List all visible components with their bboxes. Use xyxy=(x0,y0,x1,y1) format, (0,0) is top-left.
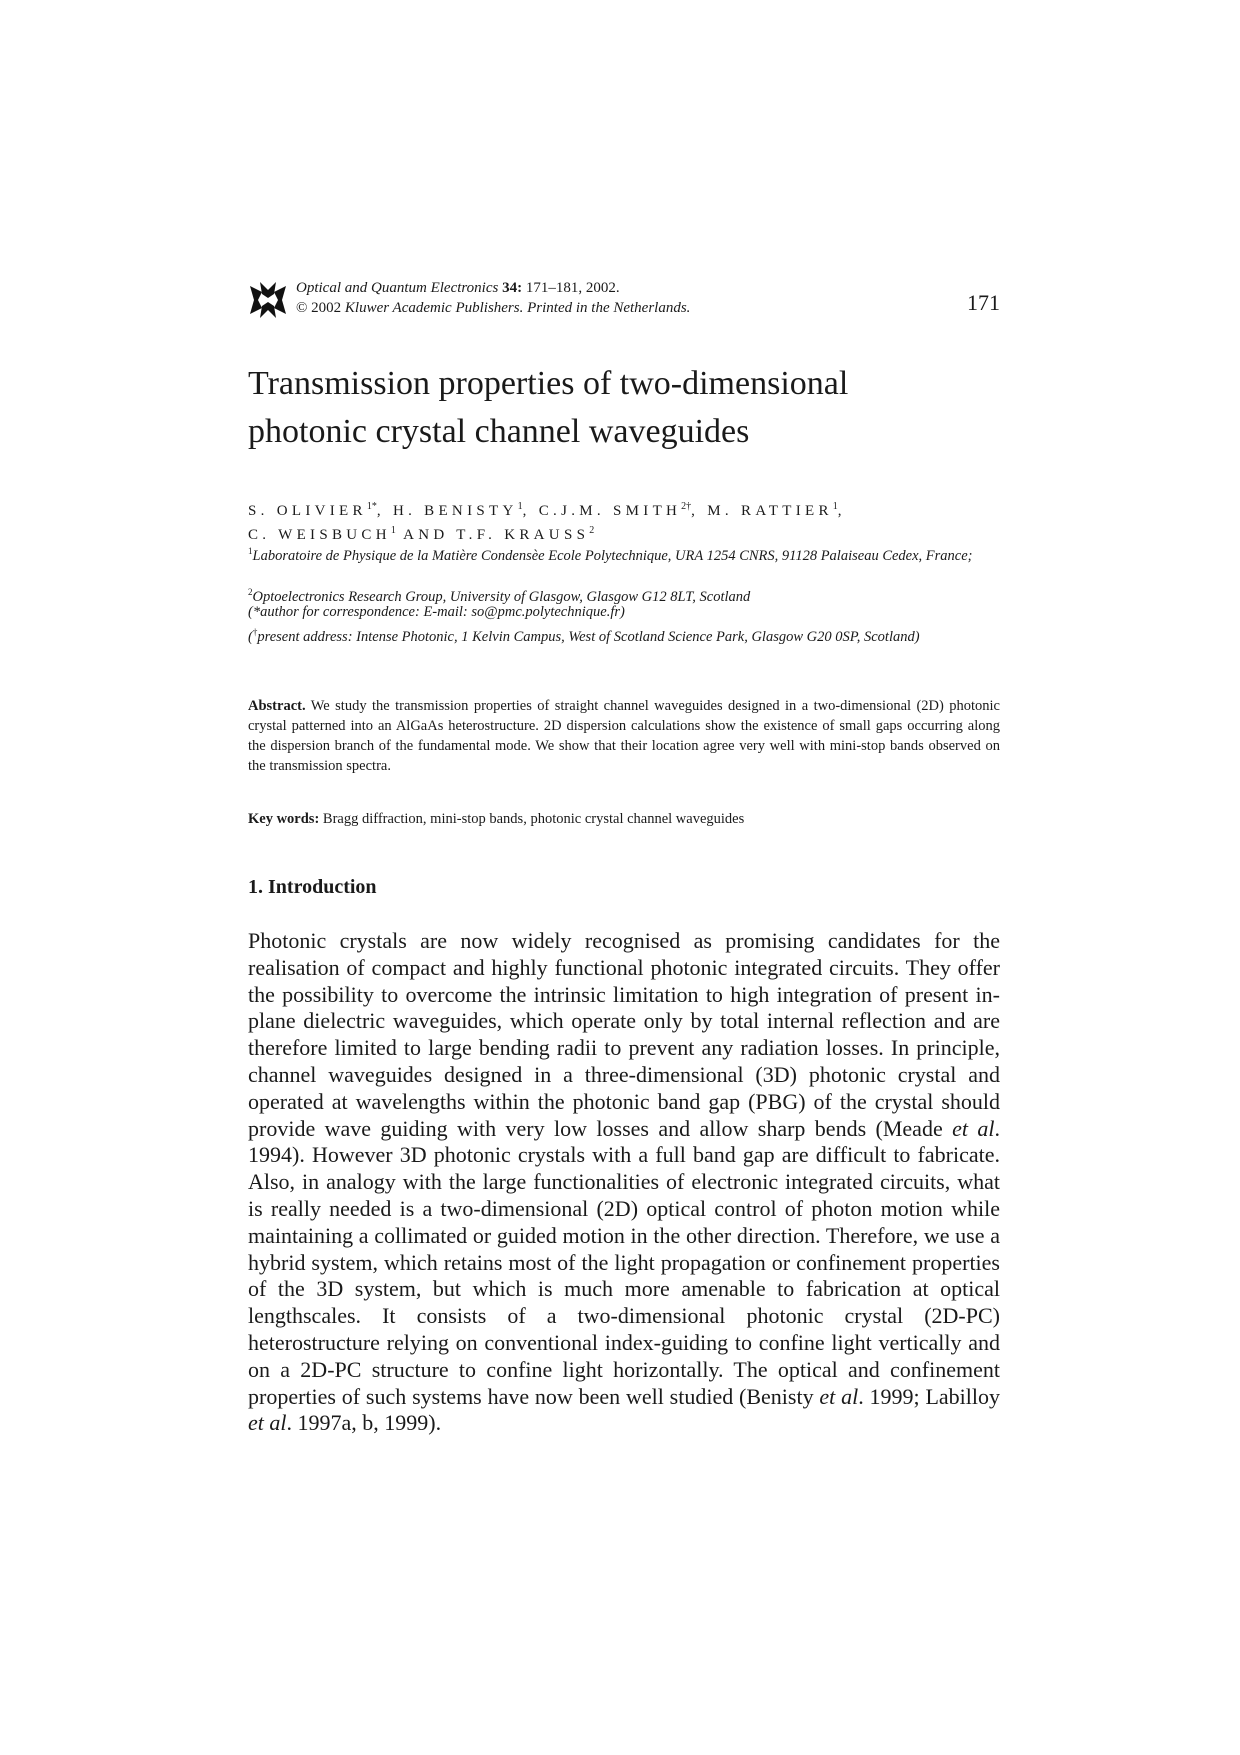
copyright-symbol: © xyxy=(296,300,308,316)
title-line-2: photonic crystal channel waveguides xyxy=(248,413,750,450)
author-name: C. WEISBUCH xyxy=(248,527,391,543)
abstract xyxy=(248,696,1000,776)
author-name: H. BENISTY xyxy=(392,503,518,519)
abstract-text: We study the transmission properties of straight channel waveguides designed in a two-dimensional (2D) photonic crystal patterned into an AlGaAs heterostructure. 2D dispersion calculations show the existence of small gaps occurring along the dispersion branch of the fundamental mode. We show that their location agree very well with mini-stop bands observed on the transmission spectra. xyxy=(248,698,1000,774)
publisher-logo-icon xyxy=(248,280,288,320)
keywords-text: Bragg diffraction, mini-stop bands, photonic crystal channel waveguides xyxy=(322,811,745,827)
author-list: S. $OLIVIER^{1*}$, H. BENISTY$^1$, C.J.M. $SMITH^{2\dagger}$, M. RATTIER$^1$, C. WEISBUCH$^1$ AND T.F. KRAUSS$^2$ xyxy=(248,501,846,543)
journal-name: Optical and Quantum Electronics xyxy=(296,280,499,296)
keywords xyxy=(248,809,1000,829)
keywords-label: Key words: xyxy=(248,811,320,827)
journal-volume: 34: xyxy=(502,280,523,296)
journal-pages-year: 171–181, 2002. xyxy=(525,280,620,296)
affiliation-2: $^2$Optoelectronics Research Group, University of Glasgow, Glasgow G12 8LT, Scotland xyxy=(248,587,751,605)
present-address-note: (†present address: Intense Photonic, 1 Kelvin Campus, West of Scotland Science Park, Glasgow G20 0SP, Scotland) xyxy=(248,627,920,645)
journal-citation xyxy=(296,278,620,298)
copyright-year: 2002 xyxy=(311,300,342,316)
author-conjunction: AND xyxy=(403,527,449,543)
title-line-1: Transmission properties of two-dimensional xyxy=(248,365,849,402)
correspondence-note: (*author for correspondence: E-mail: so@pmc.polytechnique.fr) xyxy=(248,604,625,620)
author-name: M. RATTIER xyxy=(707,503,833,519)
author-name: C.J.M. SMITH xyxy=(538,503,682,519)
journal-header xyxy=(248,278,1000,322)
abstract-label: Abstract. xyxy=(248,698,306,714)
introduction-paragraph: Photonic crystals are now widely recognised as promising candidates for the realisation of compact and highly functional photonic integrated circuits. They offer the possibility to overcome the intrinsic limitation to high integration of present in-plane dielectric waveguides, which operate only by total internal reflection and are therefore limited to large bending radii to prevent any radiation losses. In principle, channel waveguides designed in a three-dimensional (3D) photonic crystal and operated at wavelengths within the photonic band gap (PBG) of the crystal should provide wave guiding with very low losses and allow sharp bends (Meade et al. 1994). However 3D photonic crystals with a full band gap are difficult to fabricate. Also, in analogy with the large functionalities of electronic integrated circuits, what is really needed is a two-dimensional (2D) optical control of photon motion while maintaining a collimated or guided motion in the other direction. Therefore, we use a hybrid system, which retains most of the light propagation or confinement properties of the 3D system, but which is much more amenable to fabrication at optical lengthscales. It consists of a two-dimensional photonic crystal (2D-PC) heterostructure relying on conventional index-guiding to confine light vertically and on a 2D-PC structure to confine light horizontally. The optical and confinement properties of such systems have now been well studied (Benisty et al. 1999; Labilloy et al. 1997a, b, 1999). xyxy=(248,928,1001,1436)
section-heading: 1. Introduction xyxy=(248,876,377,898)
author-name: S. OLIVIER xyxy=(248,503,367,519)
author-name: T.F. KRAUSS xyxy=(456,527,590,543)
copyright-line xyxy=(296,298,690,318)
page-number: 171 xyxy=(967,290,1000,315)
paper-title xyxy=(248,360,1008,456)
affiliation-1: $^1$Laboratoire de Physique de la Matière Condensèe Ecole Polytechnique, URA 1254 CNRS, 91128 Palaiseau Cedex, France; xyxy=(248,546,973,564)
publisher-line: Kluwer Academic Publishers. Printed in the Netherlands. xyxy=(344,300,691,316)
